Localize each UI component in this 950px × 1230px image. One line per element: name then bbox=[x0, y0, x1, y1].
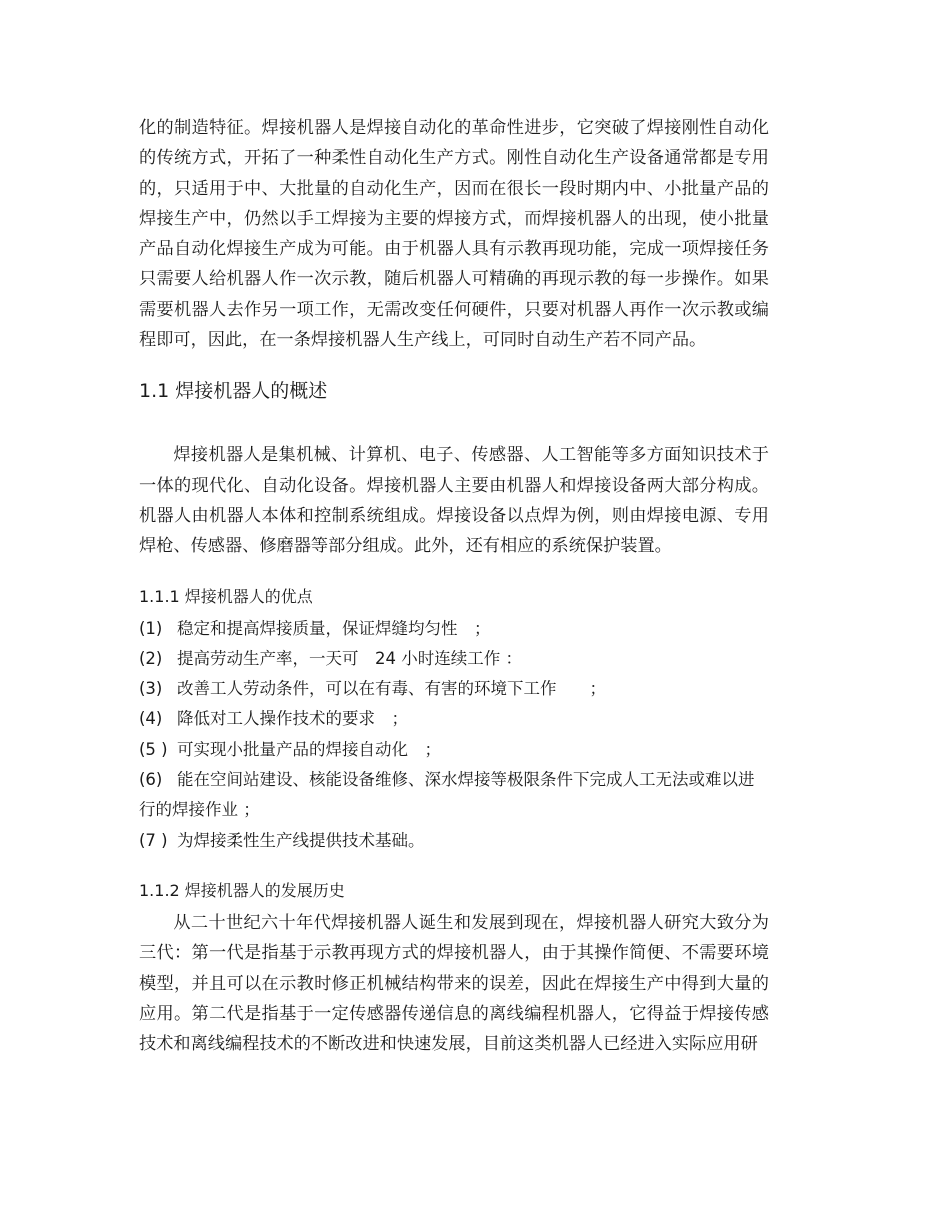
list-item bbox=[139, 826, 769, 856]
list-item-number: (7 ) bbox=[139, 830, 168, 850]
intro-paragraph: 化的制造特征。焊接机器人是焊接自动化的革命性进步，它突破了焊接刚性自动化的传统方式，开拓了一种柔性自动化生产方式。刚性自动化生产设备通常都是专用的，只适用于中、大批量的自动化生产，因而在很长一段时期内中、小批量产品的焊接生产中，仍然以手工焊接为主要的焊接方式，而焊接机器人的出现，使小批量产品自动化焊接生产成为可能。由于机器人具有示教再现功能，完成一项焊接任务只需要人给机器人作一次示教，随后机器人可精确的再现示教的每一步操作。如果需要机器人去作另一项工作，无需改变任何硬件，只要对机器人再作一次示教或编程即可，因此，在一条焊接机器人生产线上，可同时自动生产若不同产品。 bbox=[139, 118, 769, 351]
list-item-text: 稳定和提高焊接质量，保证焊缝均匀性 ； bbox=[177, 618, 491, 638]
page-content bbox=[139, 113, 769, 1059]
list-item-number: (3) bbox=[139, 679, 163, 699]
section-heading-1-1-2: 1.1.2 焊接机器人的发展历史 bbox=[139, 880, 345, 900]
list-item-text: 为焊接柔性生产线提供技术基础。 bbox=[177, 830, 425, 850]
spacer bbox=[139, 406, 769, 440]
list-item-number: (2) bbox=[139, 648, 163, 668]
list-item-text: 降低对工人操作技术的要求 ； bbox=[177, 709, 408, 729]
list-item bbox=[139, 614, 769, 644]
overview-paragraph: 焊接机器人是集机械、计算机、电子、传感器、人工智能等多方面知识技术于一体的现代化、自动化设备。焊接机器人主要由机器人和焊接设备两大部分构成。机器人由机器人本体和控制系统组成。焊接设备以点焊为例，则由焊接电源、专用焊枪、传感器、修磨器等部分组成。此外，还有相应的系统保护装置。 bbox=[139, 445, 769, 557]
list-item bbox=[139, 674, 769, 704]
list-item bbox=[139, 644, 769, 674]
list-item-number: (1) bbox=[139, 618, 163, 638]
list-item-text: 提高劳动生产率，一天可 24 小时连续工作 ： bbox=[177, 648, 522, 668]
list-item-number: (4) bbox=[139, 709, 163, 729]
list-item bbox=[139, 735, 769, 765]
section-heading-1-1: 1.1 焊接机器人的概述 bbox=[139, 380, 328, 403]
history-paragraph: 从二十世纪六十年代焊接机器人诞生和发展到现在，焊接机器人研究大致分为三代：第一代是指基于示教再现方式的焊接机器人，由于其操作简便、不需要环境模型，并且可以在示教时修正机械结构带来的误差，因此在焊接生产中得到大量的应用。第二代是指基于一定传感器传递信息的离线编程机器人，它得益于焊接传感技术和离线编程技术的不断改进和快速发展，目前这类机器人已经进入实际应用研 bbox=[139, 912, 769, 1055]
section-heading-1-1-1: 1.1.1 焊接机器人的优点 bbox=[139, 586, 313, 606]
list-item-text: 改善工人劳动条件，可以在有毒、有害的环境下工作 ； bbox=[177, 679, 606, 699]
list-item-number: (6) bbox=[139, 770, 163, 790]
list-item bbox=[139, 765, 769, 826]
list-item bbox=[139, 704, 769, 734]
list-item-text: 能在空间站建设、核能设备维修、深水焊接等极限条件下完成人工无法或难以进行的焊接作业 ； bbox=[139, 770, 755, 820]
list-item-text: 可实现小批量产品的焊接自动化 ； bbox=[177, 739, 441, 759]
list-item-number: (5 ) bbox=[139, 739, 168, 759]
advantages-list bbox=[139, 614, 769, 856]
